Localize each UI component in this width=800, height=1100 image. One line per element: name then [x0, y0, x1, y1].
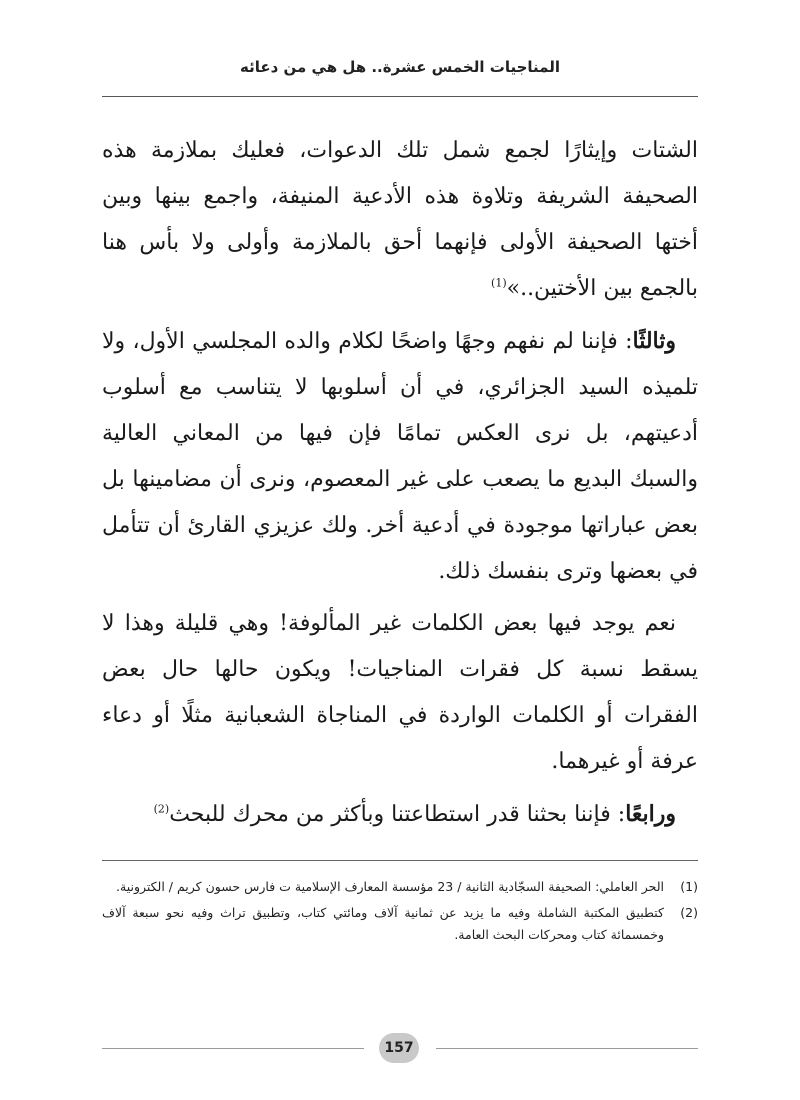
paragraph-2-lead: وثالثًا — [632, 328, 676, 354]
paragraph-4-lead: ورابعًا — [625, 801, 676, 827]
main-text — [102, 128, 698, 844]
page-number-right-line — [436, 1048, 698, 1049]
footnote-ref-2: (2) — [153, 802, 170, 816]
paragraph-4-text: : فإننا بحثنا قدر استطاعتنا وبأكثر من محرك للبحث — [169, 802, 626, 827]
page-number-bar — [102, 1033, 698, 1063]
footnote-2-number: (2) — [680, 905, 698, 920]
paragraph-2 — [102, 318, 698, 595]
paragraph-2-text: : فإننا لم نفهم وجهًا واضحًا لكلام والده المجلسي الأول، ولا تلميذه السيد الجزائري، في أن أسلوبها لا يتناسب مع أسلوب أدعيتهم، بل نرى العكس تمامًا فإن فيها من المعاني العالية والسبك البديع ما يصعب على غير المعصوم، ونرى أن مضامينها بل بعض عباراتها موجودة في أدعية أخر. ولك عزيزي القارئ أن تتأمل في بعضها وترى بنفسك ذلك. — [102, 329, 698, 584]
footnotes — [102, 876, 698, 950]
footnote-1-number: (1) — [680, 879, 698, 894]
page-number: 157 — [379, 1033, 419, 1063]
footnote-1 — [102, 876, 698, 898]
footnote-divider — [102, 860, 698, 861]
paragraph-1 — [102, 128, 698, 312]
paragraph-4 — [102, 791, 698, 838]
paragraph-3: نعم يوجد فيها بعض الكلمات غير المألوفة! وهي قليلة وهذا لا يسقط نسبة كل فقرات المناجيات! ويكون حالها حال بعض الفقرات أو الكلمات الواردة في المناجاة الشعبانية مثلًا أو دعاء عرفة أو غيرهما. — [102, 611, 698, 774]
footnote-2-text: كتطبيق المكتبة الشاملة وفيه ما يزيد عن ثمانية آلاف ومائتي كتاب، وتطبيق تراث وفيه نحو سبعة آلاف وخمسمائة كتاب ومحركات البحث العامة. — [102, 905, 664, 942]
footnote-1-text: الحر العاملي: الصحيفة السجّادية الثانية / 23 مؤسسة المعارف الإسلامية ت فارس حسون كريم / الكترونية. — [116, 879, 664, 894]
header-divider — [102, 96, 698, 97]
page-number-left-line — [102, 1048, 364, 1049]
running-header: المناجيات الخمس عشرة.. هل هي من دعائه — [240, 58, 560, 76]
paragraph-1-text: الشتات وإيثارًا لجمع شمل تلك الدعوات، فعليك بملازمة هذه الصحيفة الشريفة وتلاوة هذه الأدعية المنيفة، واجمع بينها وبين أختها الصحيفة الأولى فإنهما أحق بالملازمة وأولى ولا بأس هنا بالجمع بين الأختين..» — [102, 138, 698, 301]
footnote-2 — [102, 902, 698, 946]
footnote-ref-1: (1) — [491, 276, 507, 290]
